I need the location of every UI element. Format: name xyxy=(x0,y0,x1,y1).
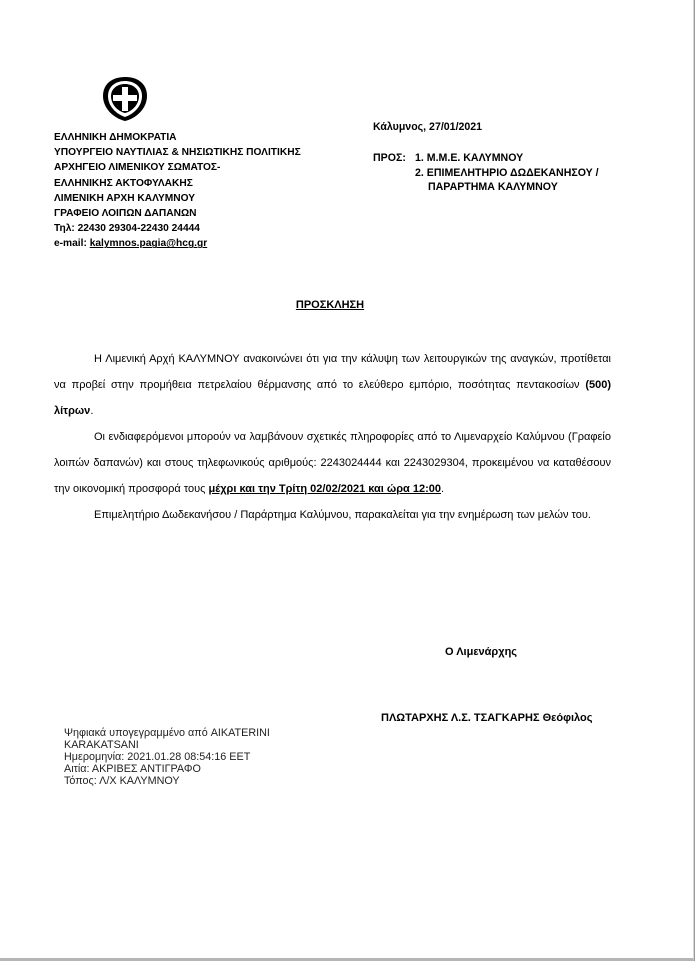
signatory-role: Ο Λιμενάρχης xyxy=(445,646,518,658)
sender-line: ΓΡΑΦΕΙΟ ΛΟΙΠΩΝ ΔΑΠΑΝΩΝ xyxy=(54,208,197,220)
digital-signature-line: Ημερομηνία: 2021.01.28 08:54:16 EET xyxy=(64,751,251,763)
email-label: e-mail: xyxy=(54,238,87,250)
sender-block xyxy=(54,130,301,252)
sender-phone: Τηλ: 22430 29304-22430 24444 xyxy=(54,223,200,235)
deadline-text: μέχρι και την Τρίτη 02/02/2021 και ώρα 12:00 xyxy=(208,483,441,495)
digital-signature-line: Αιτία: ΑΚΡΙΒΕΣ ΑΝΤΙΓΡΑΦΟ xyxy=(64,763,201,775)
sender-line: ΛΙΜΕΝΙΚΗ ΑΡΧΗ ΚΑΛΥΜΝΟΥ xyxy=(54,192,196,204)
paragraph-text: Η Λιμενική Αρχή ΚΑΛΥΜΝΟΥ ανακοινώνει ότι για την κάλυψη των λειτουργικών της αναγκών, προτίθεται να προβεί στην προμήθεια πετρελαίου θέρμανσης από το ελεύθερο εμπόριο, ποσότητας πεντακοσίων xyxy=(54,353,611,391)
paragraph xyxy=(54,346,611,424)
digital-signature-line: KARAKATSANI xyxy=(64,739,139,751)
document-body xyxy=(54,346,611,528)
document-title: ΠΡΟΣΚΛΗΣΗ xyxy=(295,299,365,311)
paragraph-end: . xyxy=(440,483,445,495)
sender-line: ΑΡΧΗΓΕΙΟ ΛΙΜΕΝΙΚΟΥ ΣΩΜΑΤΟΣ- xyxy=(54,162,221,174)
sender-line: ΕΛΛΗΝΙΚΗΣ ΑΚΤΟΦΥΛΑΚΗΣ xyxy=(54,177,193,189)
paragraph-text: Οι ενδιαφερόμενοι μπορούν να λαμβάνουν σχετικές πληροφορίες από το Λιμεναρχείο Καλύμνου (Γραφείο λοιπών δαπανών) και στους τηλεφωνικούς αριθμούς: 2243024444 και 2243029304, προκειμένου να καταθέσουν την οικονομική προσφορά τους xyxy=(54,431,611,495)
digital-signature-line: Ψηφιακά υπογεγραμμένο από AIKATERINI xyxy=(64,727,270,739)
sender-line: ΕΛΛΗΝΙΚΗ ΔΗΜΟΚΡΑΤΙΑ xyxy=(54,132,177,143)
digital-signature-line: Τόπος: Λ/Χ ΚΑΛΥΜΝΟΥ xyxy=(64,775,180,787)
paragraph xyxy=(54,424,611,502)
place-date: Κάλυμνος, 27/01/2021 xyxy=(373,121,483,133)
greek-coat-of-arms-emblem xyxy=(100,76,150,122)
paragraph-end: . xyxy=(90,405,94,417)
recipients-block xyxy=(373,151,599,195)
recipient-row xyxy=(373,151,599,166)
recipient-item: 1. Μ.Μ.Ε. ΚΑΛΥΜΝΟΥ xyxy=(415,152,524,164)
recipient-item-continued: ΠΑΡΑΡΤΗΜΑ ΚΑΛΥΜΝΟΥ xyxy=(428,181,558,194)
recipient-item: 2. ΕΠΙΜΕΛΗΤΗΡΙΟ ΔΩΔΕΚΑΝΗΣΟΥ / xyxy=(415,166,599,179)
signatory-name: ΠΛΩΤΑΡΧΗΣ Λ.Σ. ΤΣΑΓΚΑΡΗΣ Θεόφιλος xyxy=(381,712,593,724)
sender-line: ΥΠΟΥΡΓΕΙΟ ΝΑΥΤΙΛΙΑΣ & ΝΗΣΙΩΤΙΚΗΣ ΠΟΛΙΤΙΚΗΣ xyxy=(54,147,301,159)
quantity-bold: (500) λίτρων xyxy=(54,379,611,417)
digital-signature-stamp xyxy=(64,727,270,787)
email-link[interactable]: kalymnos.pagia@hcg.gr xyxy=(89,238,208,250)
sender-email-row xyxy=(54,236,301,251)
paragraph: Επιμελητήριο Δωδεκανήσου / Παράρτημα Καλύμνου, παρακαλείται για την ενημέρωση των μελών του. xyxy=(94,509,591,521)
recipients-label: ΠΡΟΣ: xyxy=(373,152,406,164)
